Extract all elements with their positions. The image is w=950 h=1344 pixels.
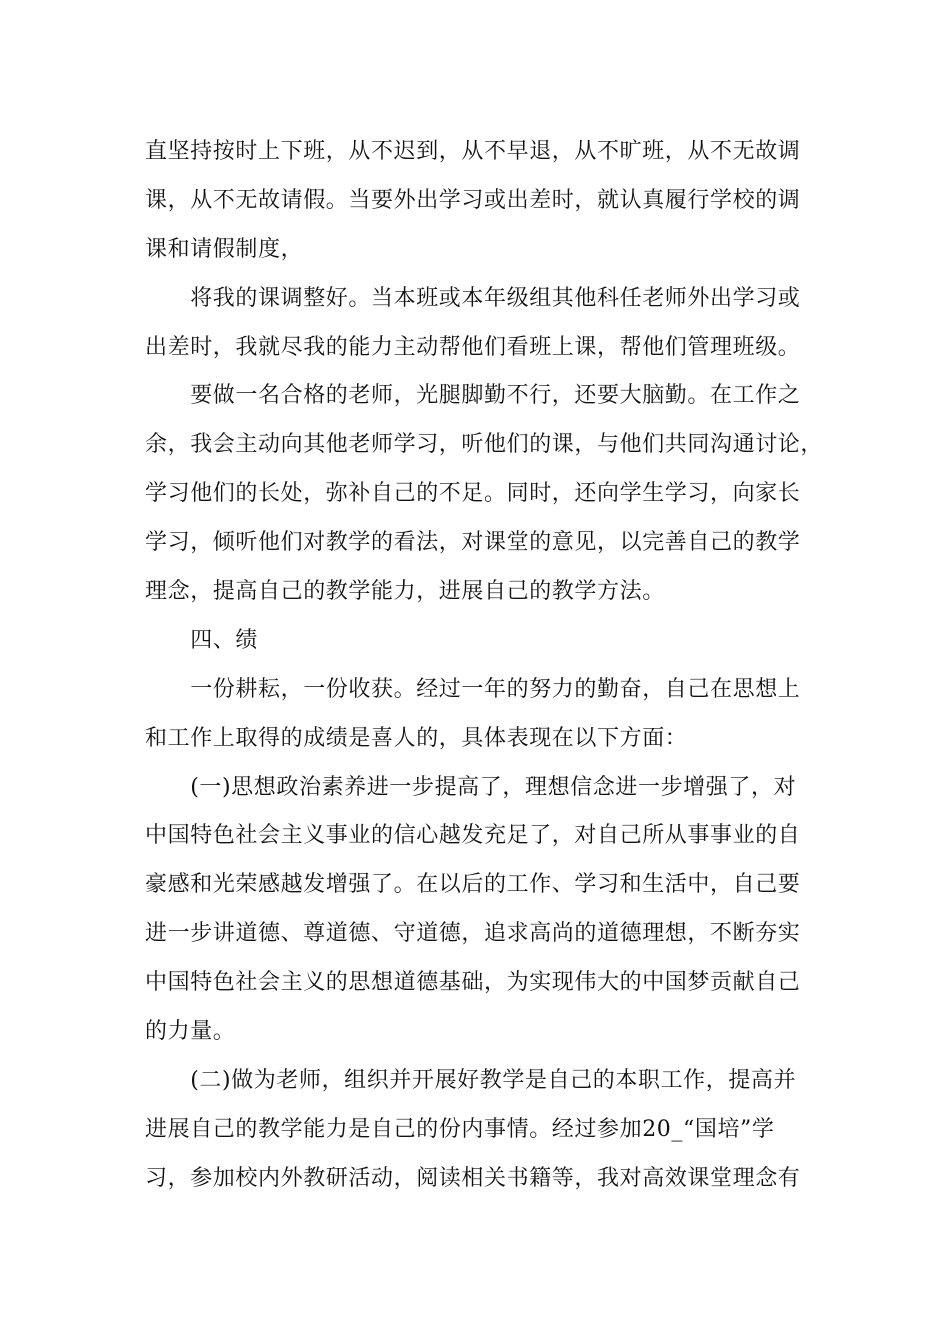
text-line: 进展自己的教学能力是自己的份内事情。经过参加20_“国培”学 [145, 1116, 775, 1142]
text-line: 和工作上取得的成绩是喜人的，具体表现在以下方面： [145, 725, 688, 751]
text-line: 直坚持按时上下班，从不迟到，从不早退，从不旷班，从不无故调 [145, 139, 801, 164]
text-line: 习，参加校内外教研活动，阅读相关书籍等，我对高效课堂理念有 [145, 1165, 801, 1191]
text-line: 中国特色社会主义事业的信心越发充足了，对自己所从事事业的自 [145, 823, 801, 849]
text-line: 将我的课调整好。当本班或本年级组其他科任老师外出学习或 [145, 285, 801, 311]
text-line: 学习他们的长处，弥补自己的不足。同时，还向学生学习，向家长 [145, 481, 801, 507]
document-body [145, 128, 825, 1204]
text-line: 出差时，我就尽我的能力主动帮他们看班上课，帮他们管理班级。 [145, 334, 801, 360]
text-line: 一份耕耘，一份收获。经过一年的努力的勤奋，自己在思想上 [145, 676, 801, 702]
text-line: (二)做为老师，组织并开展好教学是自己的本职工作，提高并 [145, 1067, 797, 1093]
section-heading: 四、绩 [145, 627, 259, 653]
text-line: 要做一名合格的老师，光腿脚勤不行，还要大脑勤。在工作之 [145, 383, 801, 409]
text-line: 课，从不无故请假。当要外出学习或出差时，就认真履行学校的调 [145, 187, 801, 213]
text-line: 学习，倾听他们对教学的看法，对课堂的意见，以完善自己的教学 [145, 530, 801, 556]
text-line: 进一步讲道德、尊道德、守道德，追求高尚的道德理想，不断夯实 [145, 921, 801, 947]
text-line: 中国特色社会主义的思想道德基础，为实现伟大的中国梦贡献自己 [145, 970, 801, 996]
text-line: 课和请假制度， [145, 236, 304, 262]
text-line: 余，我会主动向其他老师学习，听他们的课，与他们共同沟通讨论， [145, 432, 824, 458]
text-line: 理念，提高自己的教学能力，进展自己的教学方法。 [145, 579, 665, 605]
text-line: 豪感和光荣感越发增强了。在以后的工作、学习和生活中，自己要 [145, 872, 801, 898]
text-line: 的力量。 [145, 1019, 236, 1045]
text-line: (一)思想政治素养进一步提高了，理想信念进一步增强了，对 [145, 774, 797, 800]
